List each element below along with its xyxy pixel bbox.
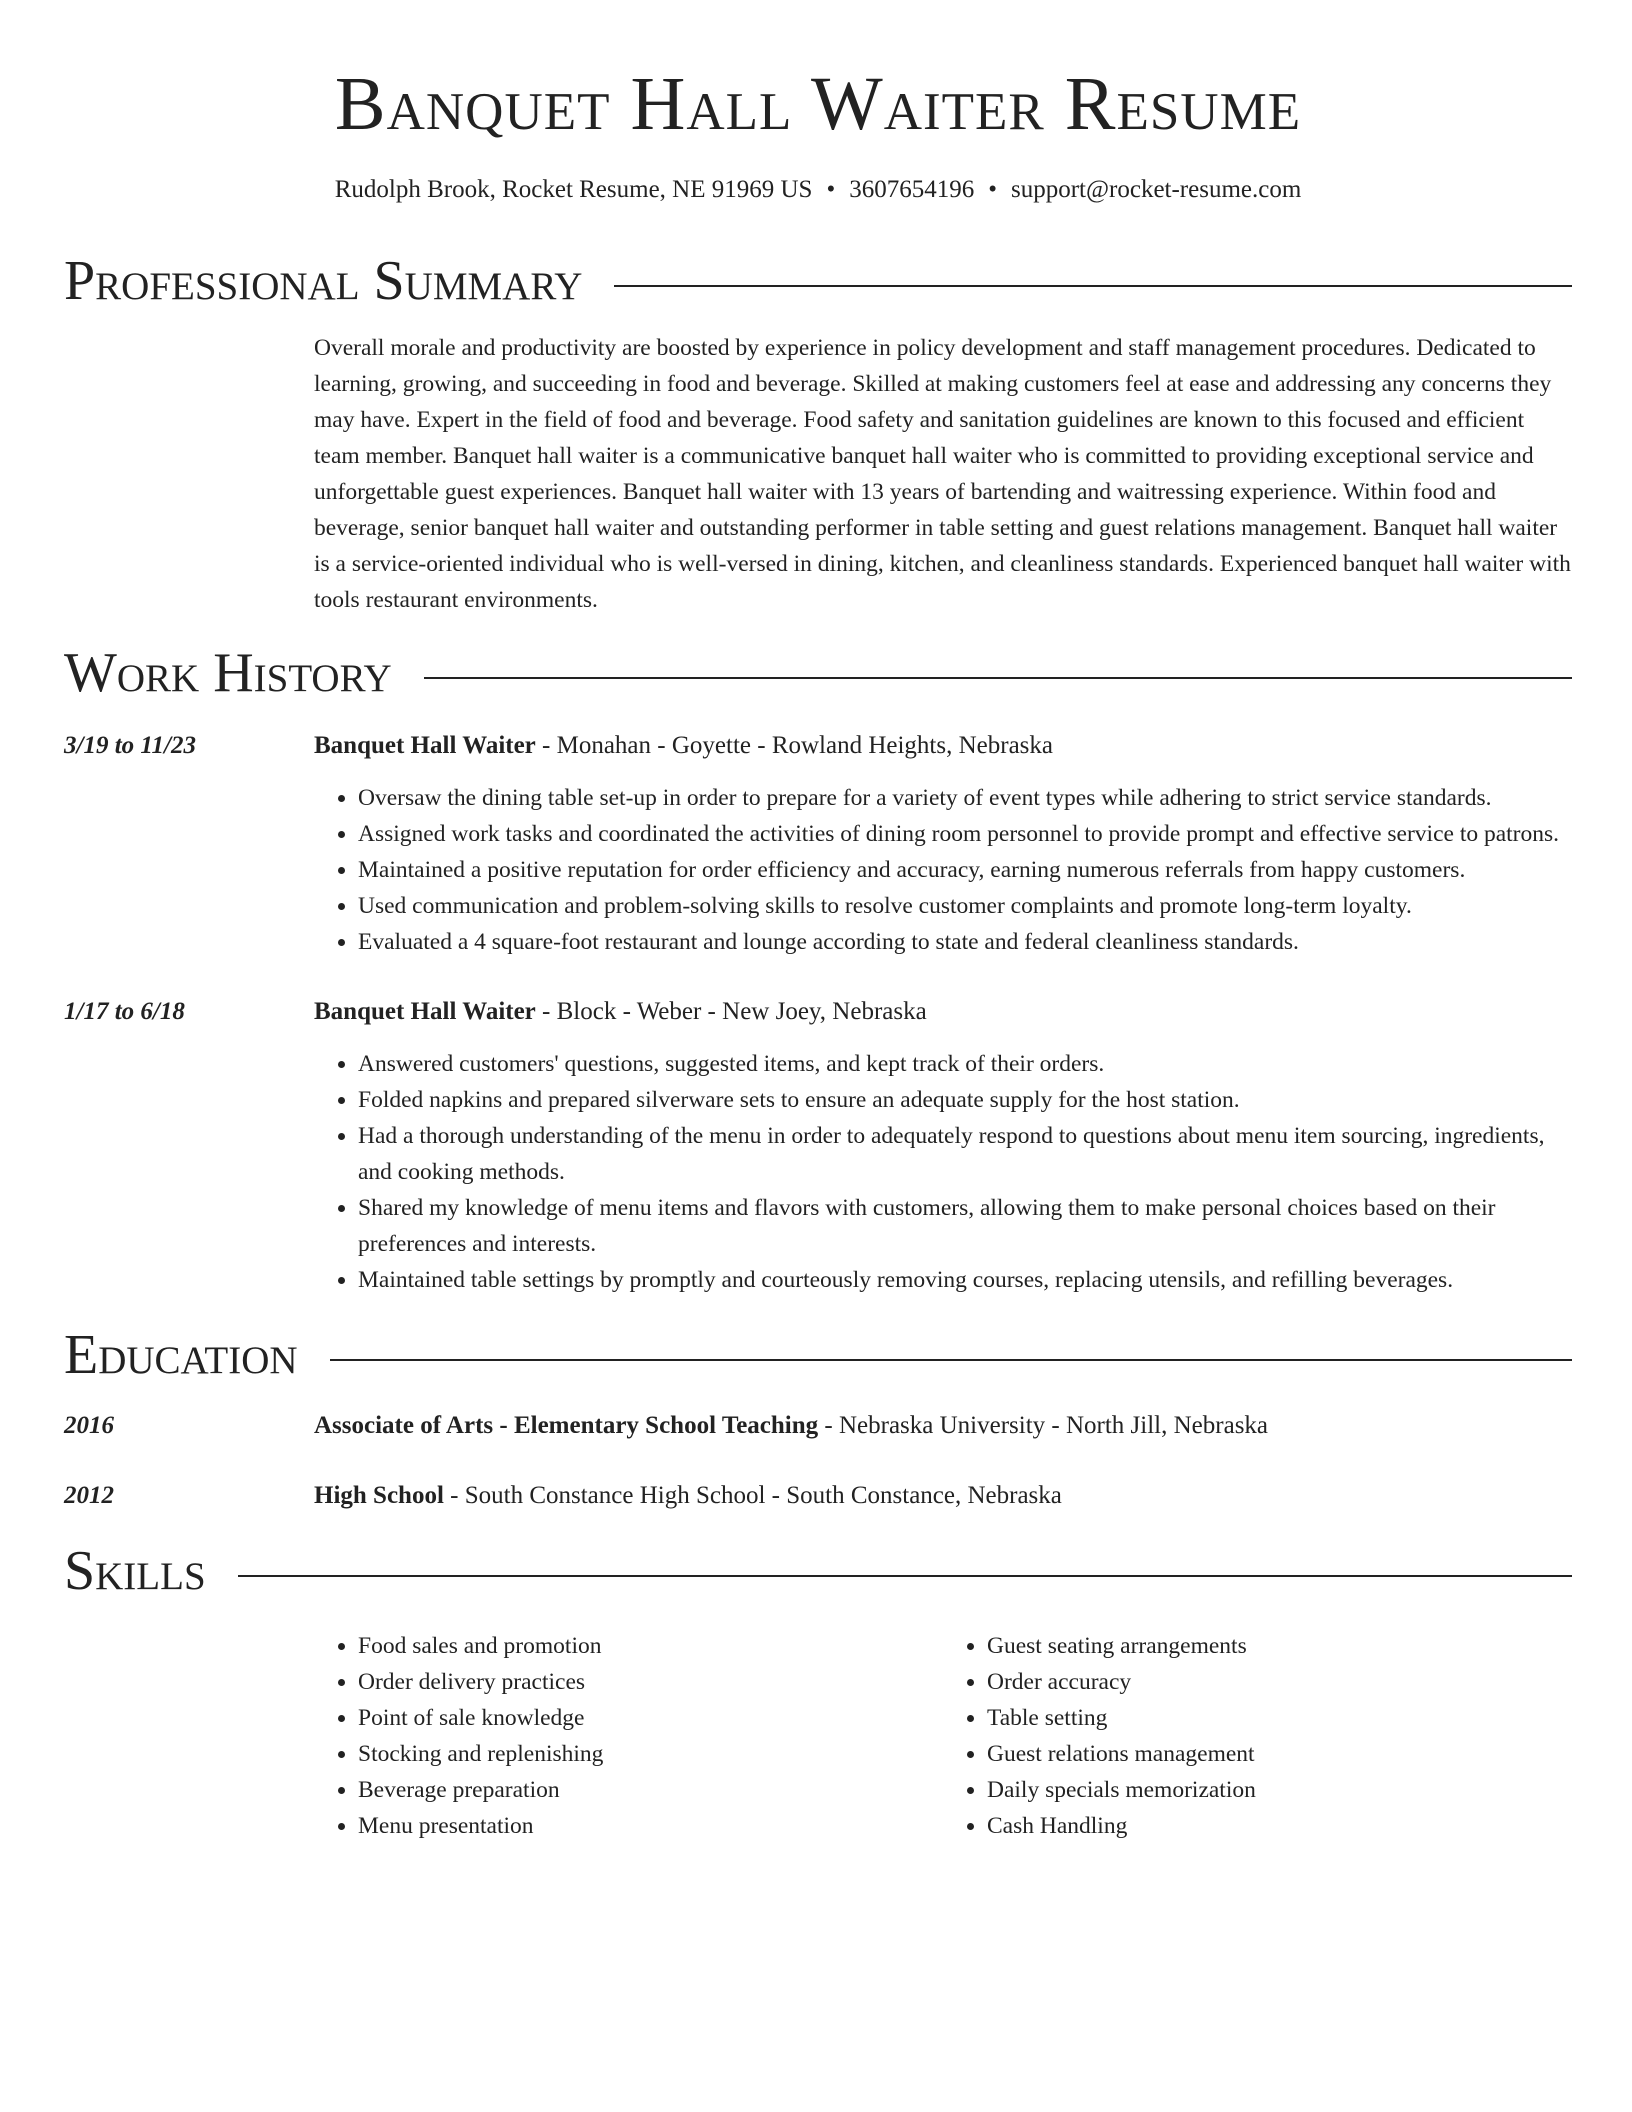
job-bullet: • Maintained table settings by promptly and courteously removing courses, replacing utensils, and refilling beverages. (358, 1262, 1572, 1298)
skill-item: • Food sales and promotion (358, 1628, 943, 1664)
job-bullet: • Oversaw the dining table set-up in order to prepare for a variety of event types while adhering to strict service standards. (358, 780, 1572, 816)
skill-item: • Daily specials memorization (987, 1772, 1572, 1808)
education-degree: Associate of Arts - Elementary School Teaching (314, 1412, 819, 1439)
contact-address: Rudolph Brook, Rocket Resume, NE 91969 US (334, 176, 813, 203)
skill-item: • Table setting (987, 1700, 1572, 1736)
summary-section-header (64, 246, 1572, 316)
contact-line (64, 174, 1572, 206)
education-entry (64, 1478, 1572, 1514)
job-bullet: • Had a thorough understanding of the menu in order to adequately respond to questions about menu item sourcing, ingredients, and cooking methods. (358, 1118, 1572, 1190)
job-bullet: • Evaluated a 4 square-foot restaurant and lounge according to state and federal cleanliness standards. (358, 924, 1572, 960)
skills-section-header (64, 1536, 1572, 1606)
skill-item: • Cash Handling (987, 1808, 1572, 1844)
job-dates: 1/17 to 6/18 (64, 998, 185, 1025)
job-bullets (314, 780, 1572, 960)
education-details: - South Constance High School - South Constance, Nebraska (443, 1482, 1062, 1509)
skill-item: • Guest relations management (987, 1736, 1572, 1772)
job-bullet: • Maintained a positive reputation for order efficiency and accuracy, earning numerous referrals from happy customers. (358, 852, 1572, 888)
job-entry (64, 728, 1572, 960)
skill-item: • Guest seating arrangements (987, 1628, 1572, 1664)
job-details: - Block - Weber - New Joey, Nebraska (535, 998, 927, 1025)
job-heading (314, 994, 1572, 1030)
education-entry (64, 1408, 1572, 1444)
contact-separator: • (988, 176, 997, 203)
work-section-header (64, 638, 1572, 708)
job-bullet: • Folded napkins and prepared silverware sets to ensure an adequate supply for the host station. (358, 1082, 1572, 1118)
contact-separator: • (826, 176, 836, 203)
skill-item: • Order delivery practices (358, 1664, 943, 1700)
job-entry (64, 994, 1572, 1298)
job-heading (314, 728, 1572, 764)
job-details: - Monahan - Goyette - Rowland Heights, Nebraska (535, 732, 1054, 759)
education-details: - Nebraska University - North Jill, Nebraska (818, 1412, 1269, 1439)
job-bullet: • Used communication and problem-solving skills to resolve customer complaints and promote long-term loyalty. (358, 888, 1572, 924)
job-title: Banquet Hall Waiter (314, 732, 536, 759)
contact-phone: 3607654196 (849, 176, 975, 203)
section-divider (330, 1359, 1572, 1361)
skill-item: • Order accuracy (987, 1664, 1572, 1700)
section-divider (424, 677, 1572, 679)
education-body (314, 1478, 1572, 1514)
contact-email: support@rocket-resume.com (1011, 176, 1302, 203)
skill-item: • Beverage preparation (358, 1772, 943, 1808)
job-title: Banquet Hall Waiter (314, 998, 536, 1025)
section-divider (238, 1575, 1572, 1577)
skill-item: • Menu presentation (358, 1808, 943, 1844)
job-bullet: • Answered customers' questions, suggested items, and kept track of their orders. (358, 1046, 1572, 1082)
education-year: 2016 (64, 1412, 114, 1439)
job-body (314, 728, 1572, 960)
job-body (314, 994, 1572, 1298)
resume-page (64, 0, 1572, 1844)
skill-item: • Point of sale knowledge (358, 1700, 943, 1736)
job-dates: 3/19 to 11/23 (64, 732, 196, 759)
education-heading: Education (64, 1324, 298, 1386)
skills-columns (314, 1628, 1572, 1844)
summary-text: Overall morale and productivity are boosted by experience in policy development and staff management procedures. Dedicated to learning, growing, and succeeding in food and beverage. Skilled at making customers feel at ease and addressing any concerns they may have. Expert in the field of food and beverage. Food safety and sanitation guidelines are known to this focused and efficient team member. Banquet hall waiter is a communicative banquet hall waiter who is committed to providing exceptional service and unforgettable guest experiences. Banquet hall waiter with 13 years of bartending and waitressing experience. Within food and beverage, senior banquet hall waiter and outstanding performer in table setting and guest relations management. Banquet hall waiter is a service-oriented individual who is well-versed in dining, kitchen, and cleanliness standards. Experienced banquet hall waiter with tools restaurant environments. (314, 335, 1571, 613)
education-year: 2012 (64, 1482, 114, 1509)
skills-heading: Skills (64, 1540, 206, 1602)
skills-list-left (314, 1628, 943, 1844)
education-degree: High School (314, 1482, 444, 1509)
skills-list-right (943, 1628, 1572, 1844)
job-bullets (314, 1046, 1572, 1298)
education-section-header (64, 1320, 1572, 1390)
summary-heading: Professional Summary (64, 250, 583, 312)
job-bullet: • Assigned work tasks and coordinated the activities of dining room personnel to provide prompt and effective service to patrons. (358, 816, 1572, 852)
job-bullet: • Shared my knowledge of menu items and flavors with customers, allowing them to make personal choices based on their preferences and interests. (358, 1190, 1572, 1262)
skill-item: • Stocking and replenishing (358, 1736, 943, 1772)
section-divider (614, 285, 1572, 287)
resume-title: Banquet Hall Waiter Resume (334, 62, 1302, 146)
work-heading: Work History (64, 642, 392, 704)
education-body (314, 1408, 1572, 1444)
